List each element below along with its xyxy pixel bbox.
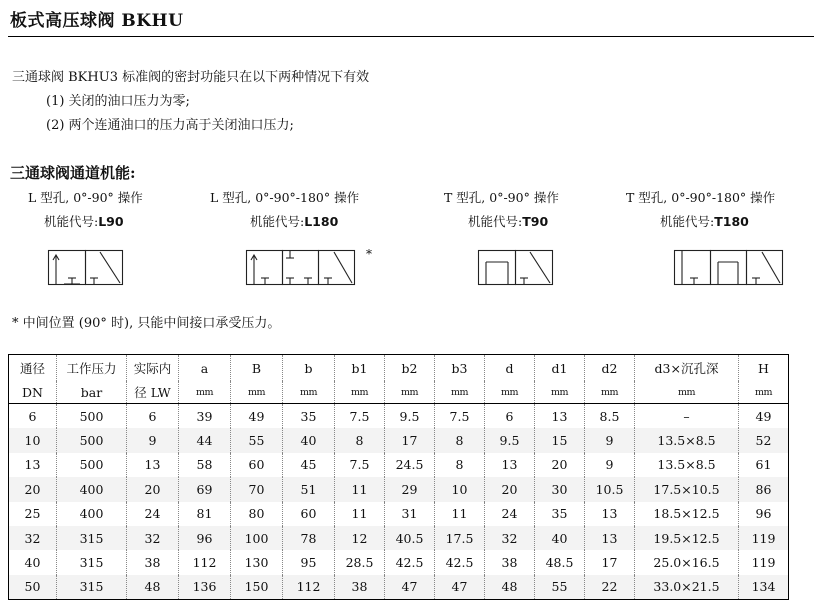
table-cell: 18.5×12.5 [635,502,739,526]
table-cell: 40 [535,526,585,550]
column-header: 实际内 [127,355,179,382]
functions-heading: 三通球阀通道机能: [10,164,136,182]
valve-symbol-t90-icon [478,250,554,286]
table-cell: 40.5 [385,526,435,550]
table-cell: 60 [231,453,283,477]
table-cell: 10 [435,477,485,501]
table-cell: 50 [9,575,57,600]
table-row [9,502,789,526]
table-cell: 15 [535,428,585,452]
intro-item-2: (2) 两个连通油口的压力高于关闭油口压力; [46,118,294,133]
table-row [9,453,789,477]
table-cell: 9 [127,428,179,452]
table-cell: 42.5 [385,550,435,574]
mode-l90-code [44,212,124,230]
column-header: H [739,355,789,382]
table-cell: 8 [435,428,485,452]
table-cell: 17.5×10.5 [635,477,739,501]
table-cell: 49 [231,404,283,429]
middle-position-note: * 中间位置 (90° 时), 只能中间接口承受压力。 [12,316,281,331]
table-cell: 8 [335,428,385,452]
table-cell: 48.5 [535,550,585,574]
table-cell: 81 [179,502,231,526]
column-unit: mm [231,381,283,404]
table-cell: 40 [24,555,41,571]
table-cell: 78 [283,526,335,550]
table-cell: 45 [283,453,335,477]
table-cell: 51 [283,477,335,501]
column-header: d3×沉孔深 [635,355,739,382]
code-value: L180 [304,214,339,229]
code-label: 机能代号: [660,214,715,229]
column-header: b2 [385,355,435,382]
mode-t180-operation: T 型孔, 0°-90°-180° 操作 [626,190,776,205]
valve-symbol-t180-icon [674,250,786,286]
table-cell: 55 [535,575,585,600]
header-row-units [9,381,789,404]
code-value: L90 [98,214,124,229]
table-header [9,355,789,404]
mode-l180-asterisk: * [366,247,372,261]
table-cell: 130 [231,550,283,574]
table-cell: 38 [485,550,535,574]
table-cell: 25.0×16.5 [635,550,739,574]
table-cell: 7.5 [335,453,385,477]
table-cell: 112 [283,575,335,600]
table-cell: 6 [127,404,179,429]
column-header: B [231,355,283,382]
table-cell: 17 [385,428,435,452]
column-unit: bar [57,381,127,404]
table-cell: 69 [179,477,231,501]
table-cell: 13 [535,404,585,429]
table-cell: 500 [57,404,127,429]
table-cell: 13.5×8.5 [635,428,739,452]
table-cell: 315 [57,526,127,550]
table-cell: 38 [127,550,179,574]
column-header: b3 [435,355,485,382]
mode-t90-operation: T 型孔, 0°-90° 操作 [444,190,559,205]
table-cell: 22 [585,575,635,600]
table-cell: 12 [335,526,385,550]
table-cell: 13 [485,453,535,477]
table-row [9,428,789,452]
column-header: b [283,355,335,382]
table-cell: 7.5 [335,404,385,429]
table-cell: 10 [9,428,57,452]
code-value: T90 [522,214,549,229]
table-cell: 52 [739,428,789,452]
table-cell: 19.5×12.5 [635,526,739,550]
table-cell: 35 [283,404,335,429]
title-divider [8,36,814,37]
table-cell: 39 [179,404,231,429]
table-cell: 48 [127,575,179,600]
column-unit: mm [179,381,231,404]
column-header: b1 [335,355,385,382]
page-title: 板式高压球阀 BKHU [10,11,184,31]
column-header: d [485,355,535,382]
table-cell: 11 [435,502,485,526]
column-unit: mm [385,381,435,404]
column-header: 工作压力 [57,355,127,382]
code-label: 机能代号: [44,214,99,229]
column-header: d1 [535,355,585,382]
column-unit: mm [739,381,789,404]
table-cell: 9.5 [485,428,535,452]
column-unit: DN [9,381,57,404]
table-row [9,404,789,429]
table-cell: 400 [57,502,127,526]
dimension-table [8,354,789,600]
table-cell: 58 [179,453,231,477]
column-unit: mm [435,381,485,404]
table-cell: 30 [535,477,585,501]
valve-symbol-l90-icon [48,250,124,286]
table-cell: 32 [9,526,57,550]
table-cell: 32 [485,526,535,550]
table-cell: 20 [9,477,57,501]
column-header: d2 [585,355,635,382]
table-cell: 8 [435,453,485,477]
table-cell: 11 [335,502,385,526]
table-cell: 96 [739,502,789,526]
column-header: a [179,355,231,382]
table-cell: 9 [585,428,635,452]
table-cell: 28.5 [335,550,385,574]
table-cell: 31 [385,502,435,526]
mode-l180-operation: L 型孔, 0°-90°-180° 操作 [210,190,360,205]
table-cell: 44 [179,428,231,452]
table-cell: 55 [231,428,283,452]
table-cell: 29 [385,477,435,501]
table-cell: 7.5 [435,404,485,429]
table-cell: 112 [179,550,231,574]
column-unit: mm [585,381,635,404]
table-cell: 119 [739,550,789,574]
table-cell: 17 [585,550,635,574]
table-cell: – [635,404,739,429]
table-cell: 86 [739,477,789,501]
column-unit: mm [335,381,385,404]
table-row [9,526,789,550]
code-value: T180 [714,214,749,229]
table-cell: 20 [127,477,179,501]
table-cell: 150 [231,575,283,600]
table-cell: 13 [127,453,179,477]
table-cell: 47 [435,575,485,600]
table-cell: 70 [231,477,283,501]
table-cell: 33.0×21.5 [635,575,739,600]
table-row [9,575,789,600]
table-cell: 25 [24,506,41,522]
table-cell: 400 [57,477,127,501]
table-cell: 134 [739,575,789,600]
table-cell: 6 [28,408,37,424]
table-cell: 17.5 [435,526,485,550]
table-cell: 38 [335,575,385,600]
mode-l180-code [250,212,338,230]
code-label: 机能代号: [468,214,523,229]
mode-t180-code [660,212,749,230]
table-cell: 500 [57,428,127,452]
table-cell: 500 [57,453,127,477]
table-cell: 32 [127,526,179,550]
table-cell: 13.5×8.5 [635,453,739,477]
table-cell: 10.5 [585,477,635,501]
column-unit: 径 LW [127,381,179,404]
table-cell: 100 [231,526,283,550]
table-cell: 24 [485,502,535,526]
header-row-names [9,355,789,382]
table-cell: 20 [485,477,535,501]
intro-line: 三通球阀 BKHU3 标准阀的密封功能只在以下两种情况下有效 [12,70,370,85]
table-cell: 60 [283,502,335,526]
table-cell: 35 [535,502,585,526]
table-cell: 49 [739,404,789,429]
table-cell: 11 [335,477,385,501]
table-cell: 95 [283,550,335,574]
table-cell: 24 [127,502,179,526]
table-cell: 42.5 [435,550,485,574]
table-cell: 47 [385,575,435,600]
table-cell: 6 [485,404,535,429]
table-cell: 96 [179,526,231,550]
column-unit: mm [485,381,535,404]
table-cell: 315 [57,575,127,600]
table-cell: 48 [485,575,535,600]
column-unit: mm [535,381,585,404]
table-cell: 315 [57,550,127,574]
intro-item-1: (1) 关闭的油口压力为零; [46,94,190,109]
mode-l90-operation: L 型孔, 0°-90° 操作 [28,190,143,205]
table-cell: 8.5 [585,404,635,429]
table-row [9,550,789,574]
table-cell: 24.5 [385,453,435,477]
table-cell: 9.5 [385,404,435,429]
table-cell: 61 [739,453,789,477]
table-cell: 13 [585,502,635,526]
mode-t90-code [468,212,548,230]
table-cell: 20 [535,453,585,477]
table-cell: 9 [585,453,635,477]
code-label: 机能代号: [250,214,305,229]
table-cell: 119 [739,526,789,550]
valve-symbol-l180-icon [246,250,358,286]
table-cell: 40 [283,428,335,452]
column-unit: mm [283,381,335,404]
table-body [9,404,789,600]
table-cell: 13 [24,457,41,473]
table-cell: 13 [585,526,635,550]
table-row [9,477,789,501]
table-cell: 80 [231,502,283,526]
column-unit: mm [635,381,739,404]
column-header: 通径 [19,361,45,376]
table-cell: 136 [179,575,231,600]
